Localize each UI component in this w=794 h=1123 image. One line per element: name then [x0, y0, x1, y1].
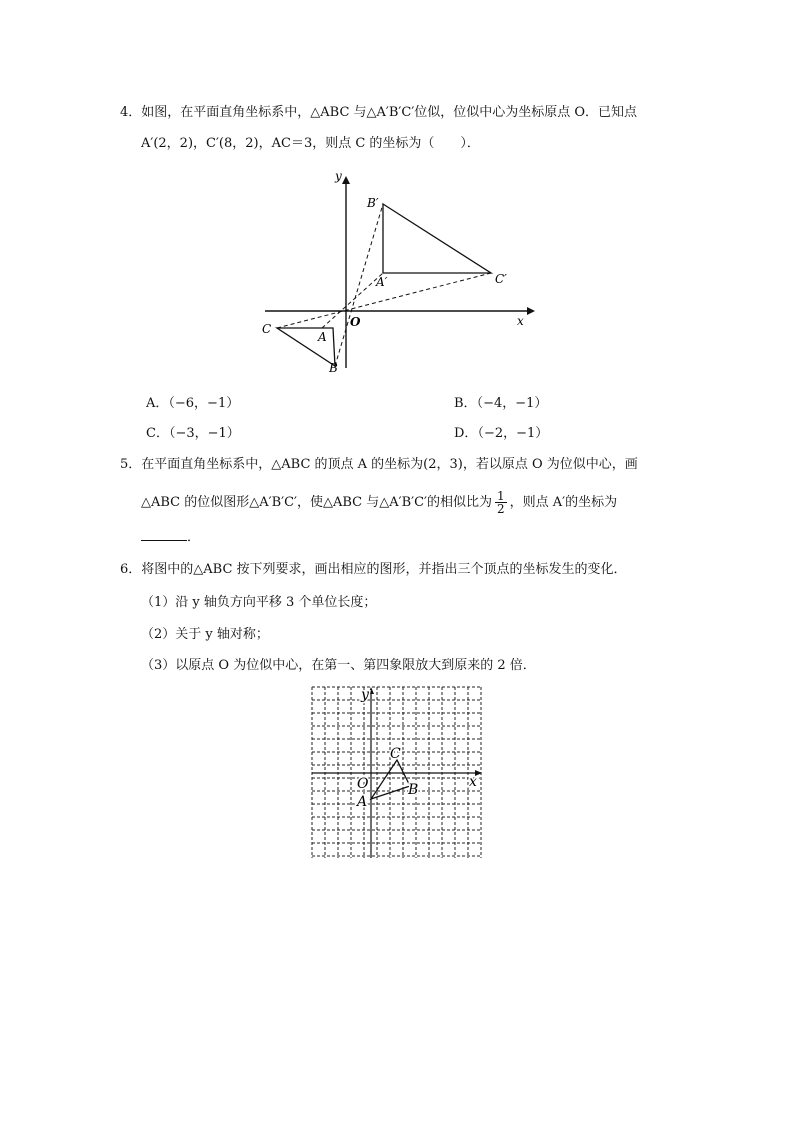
q6-item-2: （2）关于 y 轴对称； [141, 627, 269, 642]
q6-label-a: A [357, 794, 368, 810]
q4-option-d-letter: D． [454, 426, 478, 441]
q4-label-a: A [318, 330, 327, 344]
q5-line2-after: ，则点 A′的坐标为 [509, 495, 618, 510]
q4-option-d-value: （−2，−1） [477, 426, 549, 441]
q6-label-c: C [390, 746, 401, 762]
q6-label-x: x [469, 774, 477, 790]
q4-label-x: x [517, 314, 524, 328]
q4-stem-line2: A′(2，2)，C′(8，2)，AC＝3，则点 C 的坐标为（ ）． [141, 136, 480, 151]
q4-option-a-letter: A． [146, 396, 169, 411]
q5-line2-before: △ABC 的位似图形△A′B′C′，使△ABC 与△A′B′C′的相似比为 [141, 495, 493, 510]
q4-label-a1: A′ [376, 275, 388, 289]
q6-label-o: O [357, 776, 369, 792]
q4-label-b: B [329, 361, 338, 375]
q4-figure [255, 168, 545, 378]
q5-stem-line1: 5．在平面直角坐标系中，△ABC 的顶点 A 的坐标为(2，3)，若以原点 O 为位似中心，画 [120, 457, 638, 472]
q4-option-b-letter: B． [454, 396, 477, 411]
q4-label-y: y [335, 169, 342, 183]
q4-triangle-a1b1c1 [383, 204, 491, 273]
q4-option-c-letter: C． [146, 426, 169, 441]
q4-option-d [454, 425, 548, 443]
q4-y-arrow [342, 176, 350, 184]
q4-option-b-value: （−4，−1） [476, 396, 548, 411]
q5-fraction-numerator: 1 [497, 489, 505, 503]
q6-stem-line1: 6．将图中的△ABC 按下列要求，画出相应的图形，并指出三个顶点的坐标发生的变化． [120, 562, 627, 577]
q5-ratio-fraction [495, 490, 507, 515]
q6-item-3: （3）以原点 O 为位似中心，在第一、第四象限放大到原来的 2 倍． [141, 658, 536, 673]
q4-option-c [146, 425, 240, 443]
q6-label-b: B [408, 782, 419, 798]
q5-period: ． [187, 530, 201, 545]
q4-label-c1: C′ [495, 272, 507, 286]
q5-stem-line2 [141, 490, 617, 515]
q4-label-o: O [350, 315, 361, 329]
q4-stem-line1: 4．如图，在平面直角坐标系中，△ABC 与△A′B′C′位似，位似中心为坐标原点 O．已知点 [120, 105, 638, 120]
q4-option-b [454, 395, 547, 413]
q6-figure [304, 684, 488, 862]
q6-label-y: y [361, 687, 369, 703]
q4-option-a-value: （−6，−1） [168, 396, 240, 411]
q4-option-a [146, 395, 239, 413]
q4-label-c: C [262, 322, 272, 336]
q4-option-c-value: （−3，−1） [168, 426, 240, 441]
q4-x-arrow [527, 307, 535, 315]
q5-fraction-denominator: 2 [497, 502, 505, 516]
q6-item-1: （1）沿 y 轴负方向平移 3 个单位长度； [141, 595, 377, 610]
q5-answer-blank [141, 528, 187, 541]
q5-answer-line [141, 528, 200, 547]
q4-label-b1: B′ [367, 196, 379, 210]
